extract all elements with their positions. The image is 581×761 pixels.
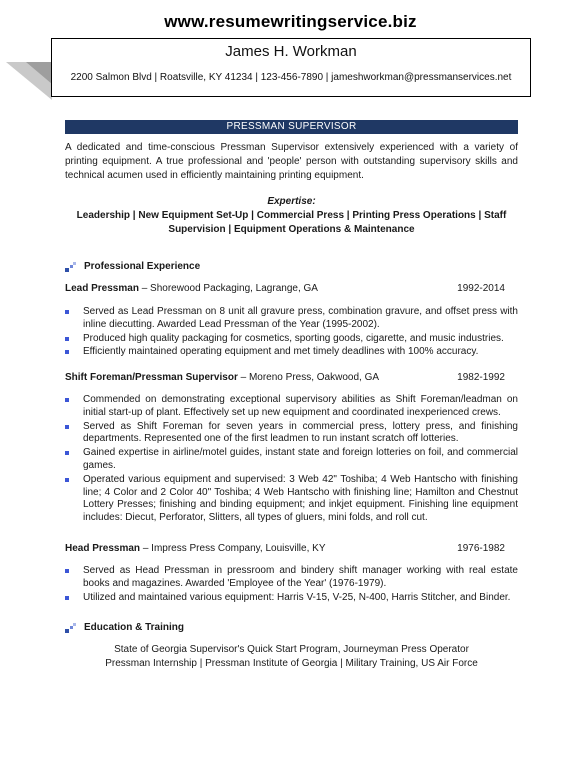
resume-header <box>51 38 531 97</box>
bullet-icon <box>65 398 69 402</box>
list-item: Commended on demonstrating exceptional supervisory abilities as Shift Foreman/leadman on initial start-up of plant. Effectively set up new equipment and coordinated inexperienced crews. <box>65 394 518 420</box>
bullet-icon <box>65 425 69 429</box>
education-details <box>65 643 518 671</box>
section-professional-experience <box>65 261 200 272</box>
list-item: Served as Head Pressman in pressroom and bindery shift manager working with real estate books and magazines. Awarded 'Employee of the Year' (1976-1979). <box>65 565 518 591</box>
job-company: – Moreno Press, Oakwood, GA <box>237 372 380 383</box>
section-education-training <box>65 622 184 633</box>
job-company: – Shorewood Packaging, Lagrange, GA <box>138 283 318 294</box>
job-dates: 1976-1982 <box>457 543 505 554</box>
list-item: Produced high quality packaging for cosmetics, sporting goods, cigarette, and music industries. <box>65 333 518 346</box>
bullet-icon <box>65 451 69 455</box>
resume-title-bar: PRESSMAN SUPERVISOR <box>65 120 518 134</box>
section-heading: Professional Experience <box>84 261 201 272</box>
summary-paragraph: A dedicated and time-conscious Pressman Supervisor extensively experienced with a variety of printing equipment. A true professional and 'people' person with outstanding supervisory skills and technical acumen used in efficiently maintaining printing equipment. <box>65 142 518 182</box>
job-title: Shift Foreman/Pressman Supervisor <box>65 372 238 383</box>
list-item: Efficiently maintained operating equipment and met timely deadlines with 100% accuracy. <box>65 346 518 359</box>
bullet-icon <box>65 596 69 600</box>
bullet-icon <box>65 350 69 354</box>
expertise-list: Leadership | New Equipment Set-Up | Commercial Press | Printing Press Operations | Staff Supervision | Equipment Operations & Maintenance <box>76 210 507 235</box>
job-bullets <box>65 306 518 360</box>
job-header <box>65 543 505 554</box>
list-item: Operated various equipment and supervised: 3 Web 42" Toshiba; 4 Web Hantscho with finishing line; 4 Color and 2 Color 40" Toshiba; 4 Web Hantscho with finishing line; Hamilton and Chestnut Lottery Presses; finishing and binding equipment; and inkjet equipment. Finishing line equipment includes: Diecut, Perforator, Slitters, all types of gluers, mini folds, and roll cut. <box>65 474 518 525</box>
job-bullets <box>65 394 518 526</box>
list-item: Gained expertise in airline/motel guides, instant state and foreign lotteries on foil, and commercial games. <box>65 447 518 473</box>
job-title: Lead Pressman <box>65 283 139 294</box>
job-dates: 1992-2014 <box>457 283 505 294</box>
expertise-label: Expertise: <box>267 196 316 207</box>
list-item: Served as Lead Pressman on 8 unit all gravure press, combination gravure, and offset press with inline diecutting. Awarded Lead Pressman of the Year (1995-2002). <box>65 306 518 332</box>
education-line: State of Georgia Supervisor's Quick Start Program, Journeyman Press Operator <box>114 644 469 655</box>
page-corner-decoration <box>6 62 52 100</box>
job-header <box>65 283 505 294</box>
education-line: Pressman Internship | Pressman Institute of Georgia | Military Training, US Air Force <box>105 658 478 669</box>
section-squares-icon <box>65 623 77 633</box>
bullet-icon <box>65 310 69 314</box>
site-url[interactable]: www.resumewritingservice.biz <box>164 12 417 31</box>
job-company: – Impress Press Company, Louisville, KY <box>140 543 326 554</box>
job-title: Head Pressman <box>65 543 141 554</box>
section-heading: Education & Training <box>84 622 185 633</box>
candidate-name: James H. Workman <box>225 43 357 60</box>
job-dates: 1982-1992 <box>457 372 505 383</box>
bullet-icon <box>65 478 69 482</box>
list-item: Served as Shift Foreman for seven years in commercial press, lottery press, and finishing departments. Represented one of the first leadmen to run instant scratch off lotteries. <box>65 421 518 447</box>
job-header <box>65 372 505 383</box>
job-bullets <box>65 565 518 605</box>
list-item: Utilized and maintained various equipment: Harris V-15, V-25, N-400, Harris Stitcher, and Binder. <box>65 592 518 605</box>
section-squares-icon <box>65 262 77 272</box>
bullet-icon <box>65 569 69 573</box>
contact-line: 2200 Salmon Blvd | Roatsville, KY 41234 | 123-456-7890 | jameshworkman@pressmanservices.net <box>70 72 512 83</box>
bullet-icon <box>65 337 69 341</box>
